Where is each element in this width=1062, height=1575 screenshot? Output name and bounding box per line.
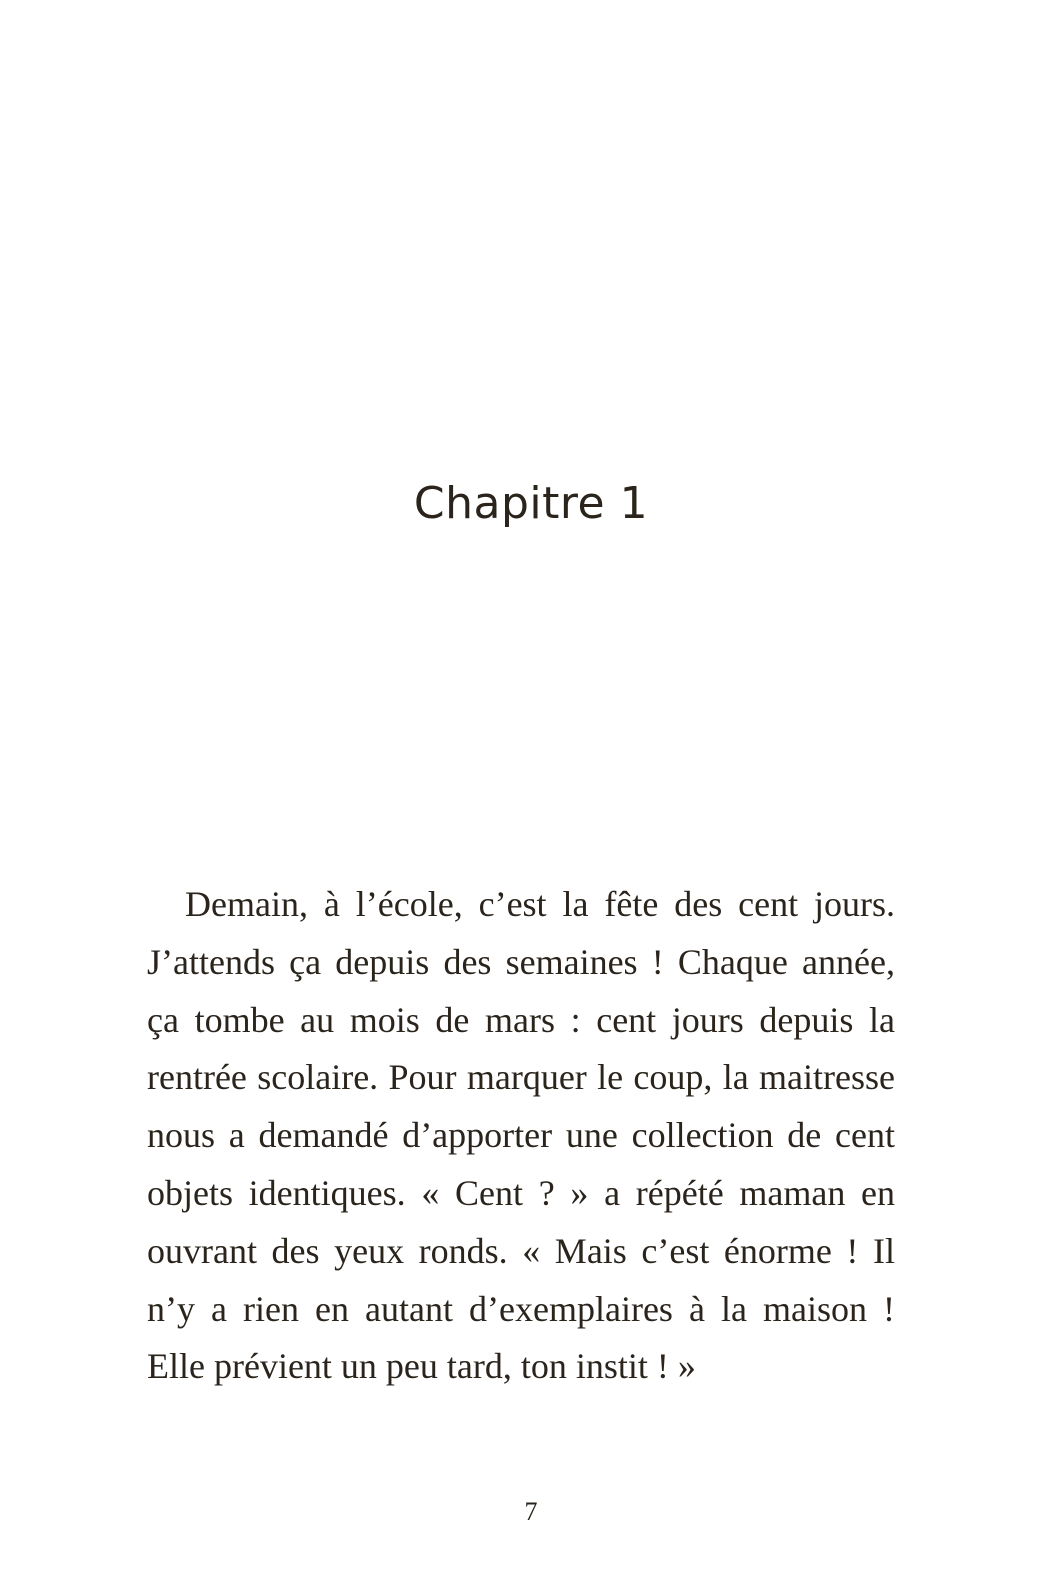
paragraph-line: n’y a rien en autant d’exemplaires à la maison ! [147, 1288, 895, 1329]
chapter-title: Chapitre 1 [413, 478, 649, 529]
paragraph-line: J’attends ça depuis des semaines ! Chaque année, [147, 941, 895, 982]
paragraph-line: rentrée scolaire. Pour marquer le coup, la maitresse [147, 1057, 895, 1098]
paragraph-line: Elle prévient un peu tard, ton instit ! » [147, 1346, 696, 1387]
paragraph-line: objets identiques. « Cent ? » a répété maman en [147, 1172, 895, 1213]
page-number: 7 [524, 1497, 538, 1526]
paragraph-line: nous a demandé d’apporter une collection de cent [147, 1115, 895, 1156]
paragraph-line: ça tombe au mois de mars : cent jours depuis la [147, 999, 895, 1040]
paragraph-line: ouvrant des yeux ronds. « Mais c’est énorme ! Il [147, 1230, 895, 1271]
body-paragraph [147, 876, 895, 1396]
paragraph-line: Demain, à l’école, c’est la fête des cent jours. [185, 884, 895, 924]
